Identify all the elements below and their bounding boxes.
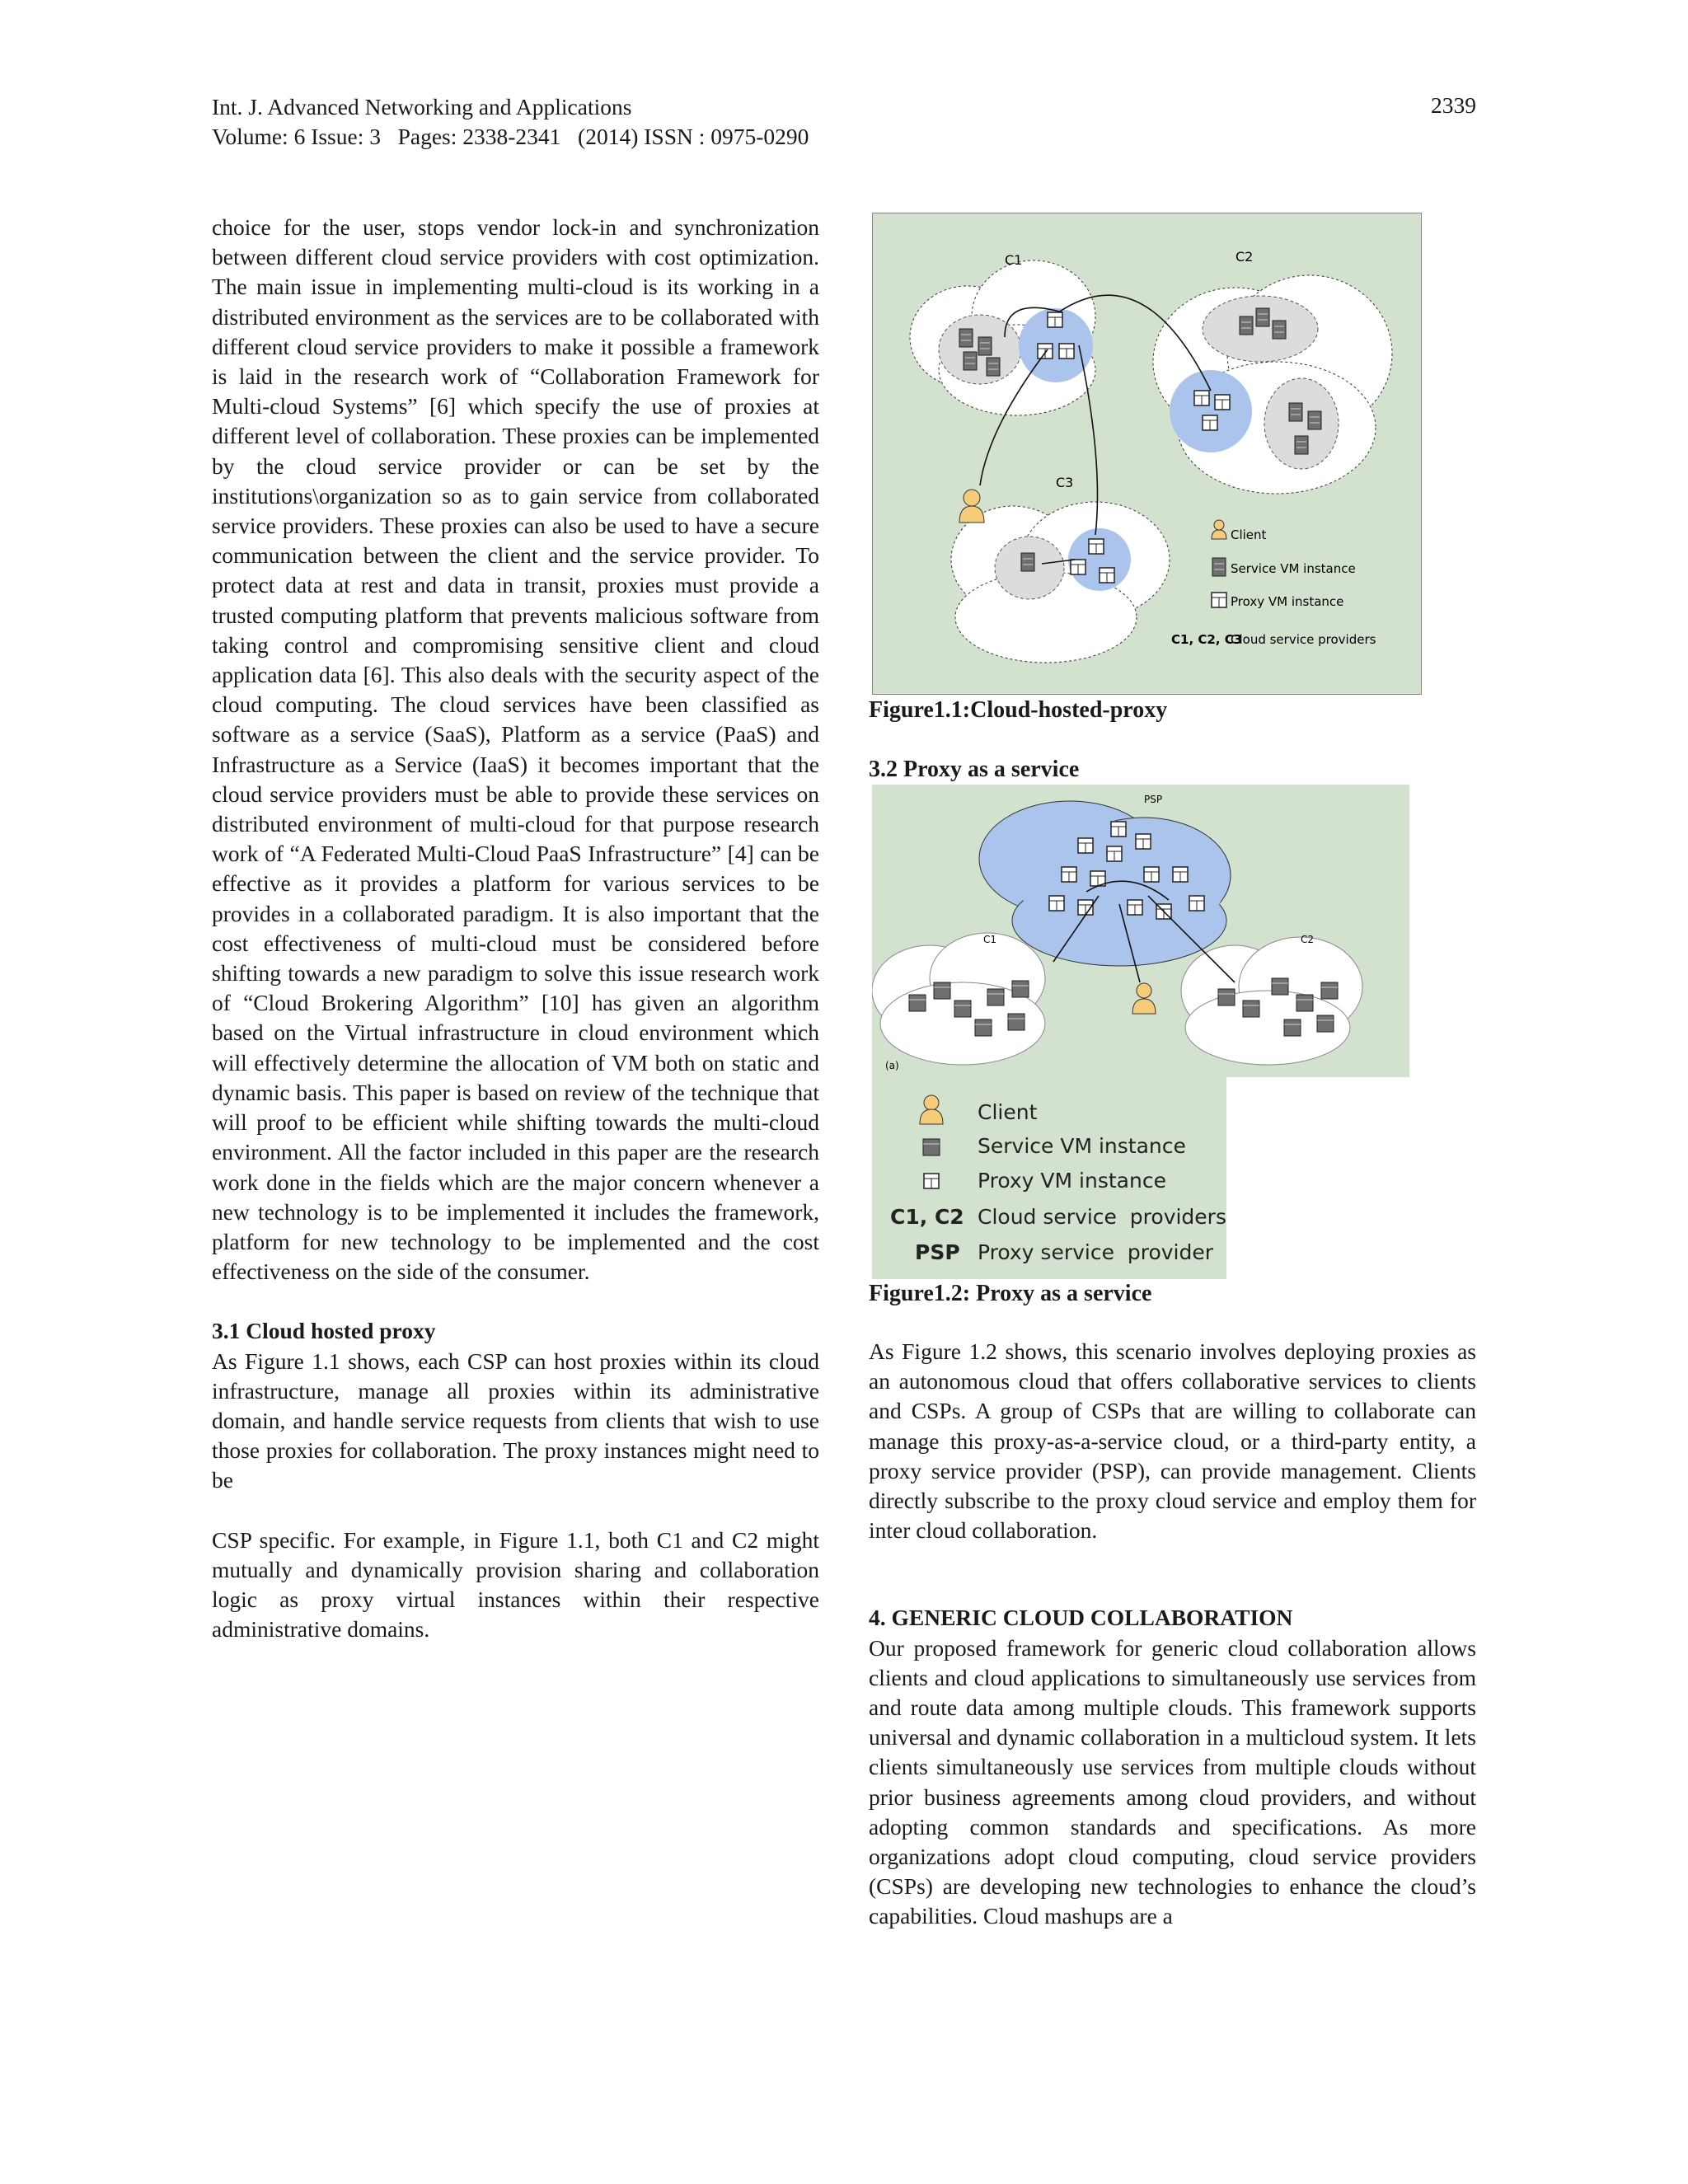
legend-key-c123: C1, C2, C3	[1171, 632, 1243, 647]
intro-paragraph: choice for the user, stops vendor lock-in and synchronization between different cloud service providers with cost optimization. The main issue in implementing multi-cloud is its working in a distributed environment as the services are to be collaborated with different cloud service providers to make it possible a framework is laid in the research work of “Collaboration Framework for Multi-cloud Systems” [6] which specify the use of proxies at different level of collaboration. These proxies can be implemented by the cloud service provider or can be set by the institutions\organization so as to gain service from collaborated service providers. These proxies can also be used to have a secure communication between the client and the service provider. To protect data at rest and data in transit, proxies must provide a trusted computing platform that prevents malicious software from taking control and compromising sensitive client and cloud application data [6]. This also deals with the security aspect of the cloud computing. The cloud services have been classified as software as a service (SaaS), Platform as a service (PaaS) and Infrastructure as a Service (IaaS) it becomes important that the cloud service providers must be able to provide these services on distributed environment of multi-cloud for that purpose research work of “A Federated Multi-Cloud PaaS Infrastructure” [4] can be effective as it provides a platform for various services to be provides in a collaborated paradigm. It is also important that the cost effectiveness of multi-cloud must be considered before shifting towards a new paradigm to solve this issue research work of “Cloud Brokering Algorithm” [10] has given an algorithm based on the Virtual infrastructure in cloud environment which will effectively determine the allocation of VM both on static and dynamic basis. This paper is based on review of the technique that will proof to be efficient while shifting towards the multi-cloud environment. All the factor included in this paper are the research work done in the fields which are the major concern whenever a new technology is to be implemented it includes the framework, platform for new technology to be implemented and the cost effectiveness on the side of the consumer.	[212, 214, 819, 1285]
cloud-label-c2: C2	[1301, 934, 1315, 945]
figure-1-1-diagram	[873, 213, 1421, 694]
legend-service-vm: Service VM instance	[1231, 561, 1356, 576]
cloud-label-c2: C2	[1236, 249, 1254, 265]
csp-specific-paragraph: CSP specific. For example, in Figure 1.1, both C1 and C2 might mutually and dynamically provision sharing and collaboration logic as proxy virtual instances within their respective administrative domains.	[212, 1526, 819, 1643]
figure-1-1-caption: Figure1.1:Cloud-hosted-proxy	[869, 697, 1168, 723]
section-4-heading: 4. GENERIC CLOUD COLLABORATION	[869, 1605, 1293, 1631]
cloud-label-c1: C1	[983, 934, 997, 945]
legend-key-psp: PSP	[915, 1240, 960, 1264]
figure-1-1-legend	[1171, 520, 1376, 647]
legend-client: Client	[978, 1100, 1038, 1124]
journal-volume: Volume: 6 Issue: 3 Pages: 2338-2341 (2014) ISSN : 0975-0290	[212, 124, 809, 149]
figure-1-1	[872, 213, 1422, 695]
cloud-label-psp: PSP	[1144, 794, 1163, 805]
client-icon	[959, 490, 984, 523]
cloud-label-c3: C3	[1056, 475, 1074, 490]
section-3-1-paragraph: As Figure 1.1 shows, each CSP can host proxies within its cloud infrastructure, manage all proxies within its administrative domain, and handle service requests from clients that wish to use those proxies for collaboration. The proxy instances might need to be	[212, 1347, 819, 1493]
cloud-c2	[1153, 275, 1392, 494]
left-column	[212, 213, 819, 1644]
figure-1-2-diagram	[872, 785, 1409, 1279]
page-number: 2339	[1431, 92, 1476, 118]
section-3-1-heading: 3.1 Cloud hosted proxy	[212, 1318, 436, 1344]
legend-cloud-providers: Cloud service providers	[1231, 632, 1376, 647]
legend-proxy-provider: Proxy service provider	[978, 1240, 1214, 1264]
cloud-c1	[872, 933, 1045, 1065]
legend-service-vm: Service VM instance	[978, 1134, 1186, 1158]
figure-1-2-paragraph: As Figure 1.2 shows, this scenario involves deploying proxies as an autonomous cloud that offers collaborative services to clients and CSPs. A group of CSPs that are willing to collaborate can manage this proxy-as-a-service cloud, or a third-party entity, a proxy service provider (PSP), can provide management. Clients directly subscribe to the proxy cloud service and employ them for inter cloud collaboration.	[869, 1338, 1476, 1544]
section-3-2-heading: 3.2 Proxy as a service	[869, 757, 1080, 782]
section-4-paragraph: Our proposed framework for generic cloud collaboration allows clients and cloud applications to simultaneously use services from and route data among multiple clouds. This framework supports universal and dynamic collaboration in a multicloud system. It lets clients simultaneously use services from multiple clouds without prior business agreements among cloud providers, and without adopting common standards and specifications. As more organizations adopt cloud computing, cloud service providers (CSPs) are developing new technologies to enhance the cloud’s capabilities. Cloud mashups are a	[869, 1634, 1476, 1929]
legend-key-c1c2: C1, C2	[890, 1205, 964, 1229]
legend-proxy-vm: Proxy VM instance	[1231, 594, 1344, 609]
legend-client: Client	[1231, 527, 1267, 542]
figure-1-2	[872, 785, 1409, 1279]
journal-title: Int. J. Advanced Networking and Applications	[212, 94, 632, 120]
cloud-c1	[910, 260, 1095, 415]
legend-cloud-providers: Cloud service providers	[978, 1205, 1226, 1229]
cloud-c3	[951, 502, 1170, 663]
right-column	[869, 1337, 1476, 1932]
figure-1-2-caption: Figure1.2: Proxy as a service	[869, 1281, 1152, 1306]
panel-label: (a)	[885, 1060, 899, 1071]
cloud-label-c1: C1	[1005, 252, 1023, 268]
legend-proxy-vm: Proxy VM instance	[978, 1169, 1166, 1193]
